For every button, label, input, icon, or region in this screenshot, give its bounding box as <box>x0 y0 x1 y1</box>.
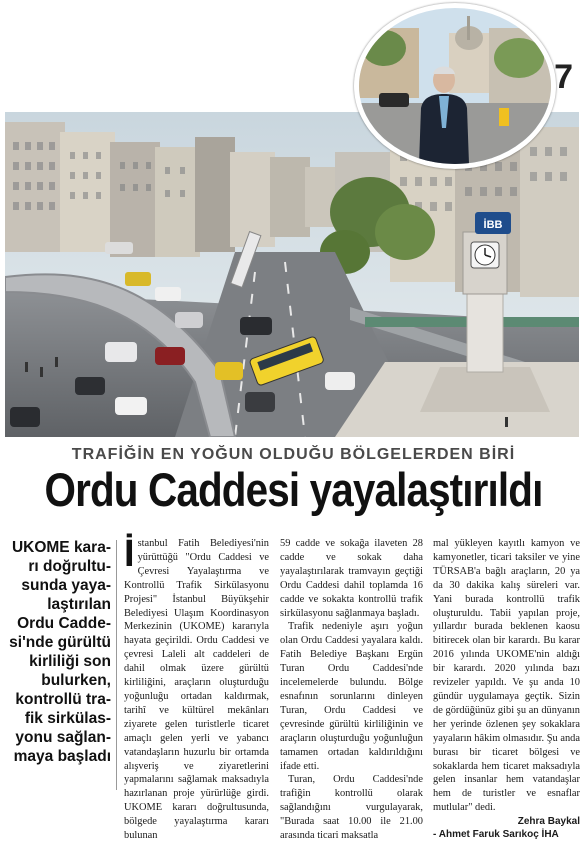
body-column-2 <box>280 537 423 843</box>
article-headline: Ordu Caddesi yayalaştırıldı <box>44 463 543 516</box>
byline-credit: - Ahmet Faruk Sarıkoç İHA <box>433 829 559 841</box>
drop-cap: İ <box>124 533 135 575</box>
lead-line: si'nde gürültü <box>9 634 111 651</box>
lead-divider <box>116 540 117 790</box>
lead-line: sunda yaya- <box>21 577 111 594</box>
lead-line: bulurken, <box>41 672 111 689</box>
article-lead <box>7 538 111 766</box>
body-paragraph: 59 cadde ve sokağa ilaveten 28 cadde ve sokak daha yayalaştırılarak tramvayın geçtiği Ordu Caddesi dahil toplamda 16 cadde ve sokakta kontrollü trafik sirkülasyonu sağlanmaya başladı. <box>280 538 423 619</box>
body-paragraph: Turan, Ordu Caddesi'nde trafiğin kontrollü olarak sağlandığını vurgulayarak, "Burada saat 10.00 ile 21.00 arasında ticari maksatla <box>280 774 423 842</box>
article-kicker: TRAFİĞİN EN YOĞUN OLDUĞU BÖLGELERDEN BİRİ <box>71 446 516 463</box>
body-paragraph <box>124 533 269 843</box>
lead-line: maya başladı <box>13 748 111 765</box>
lead-line: UKOME kara- <box>11 539 111 556</box>
lead-line: yonu sağlan- <box>15 729 111 746</box>
lead-line: rı doğrultu- <box>28 558 111 575</box>
author-name: Zehra Baykal <box>517 816 580 828</box>
body-paragraph: Trafik nedeniyle aşırı yoğun olan Ordu Caddesi yayalara kaldı. Fatih Belediye Başkanı Ergün Turan Ordu Caddesi'nde incelemelerde bulundu. Bölge esnafının sorunlarını dinleyen Turan, Ordu Caddesi ve çevresinde gürültü kirliliğinin ve araçların oluşturduğu yoğunluğun tamamen ortadan kaldırıldığını ifade etti. <box>280 621 423 772</box>
lead-line: laştırılan <box>47 596 111 613</box>
body-column-3 <box>433 537 580 841</box>
page-number: 7 <box>554 58 573 96</box>
inset-portrait-photo <box>354 3 556 169</box>
lead-line: kirliliği son <box>29 653 111 670</box>
lead-line: Ordu Cadde- <box>17 615 111 632</box>
lead-line: kontrollü tra- <box>15 691 111 708</box>
ibb-sign-text: İBB <box>483 219 503 231</box>
body-column-1 <box>124 533 269 843</box>
lead-line: fik sirkülas- <box>24 710 111 727</box>
body-paragraph: mal yükleyen kayıtlı kamyon ve kamyonetler, ticari taksiler ve yine TÜRSAB'a bağlı araçların, 20 ya da 30 dakika kalış süreleri var. Yani burada kontrollü trafik oluşturuldu. Tabii yapılan proje, yıllardır burada beklenen kaosu bitirecek olan bir karardı. Bu karar 2016 yılında UKOME'nin aldığı bir karardı. 2020 yılında bazı revizeler yapıldı. Ve şu anda 10 gündür uygulamaya geçtik. Sizin de gördüğünüz gibi şu an dünyanın her yerinde özlenen şey sokaklara yayaların hâkim olmasıdır. Şu anda burası bir ticaret bölgesi ve sokaklarda hem ticaret maksadıyla gelen insanlar hem vatandaşlar hem de turistler ve esnaflar mutlular" dedi. <box>433 538 580 814</box>
paragraph-text: stanbul Fatih Belediyesi'nin yürüttüğü "Ordu Caddesi ve Çevresi Yayalaştırma ve Kontrollü Trafik Sirkülasyonu Projesi" İstanbul Büyükşehir Belediyesi Ulaşım Koordinasyon Merkezinin (UKOME) kararıyla hayata geçirildi. Ordu Caddesi ve çevresi Laleli alt caddeleri de dahil olmak üzere gürültü kirliliğini, araçların oluşturduğu yoğunluğu ortadan kaldırmak, tarihî ve kültürel mekânları ziyarete gelen turistlerle ticaret amaçlı gelen yerli ve yabancı vatandaşların huzurlu bir ortamda alışveriş ve ziyaretlerini yapmalarını sağlamak maksadıyla hazırlanan proje yürürlüğe girdi. UKOME kararı doğrultusunda, bölgede yayalaştırma kararı bulunan <box>124 538 269 842</box>
